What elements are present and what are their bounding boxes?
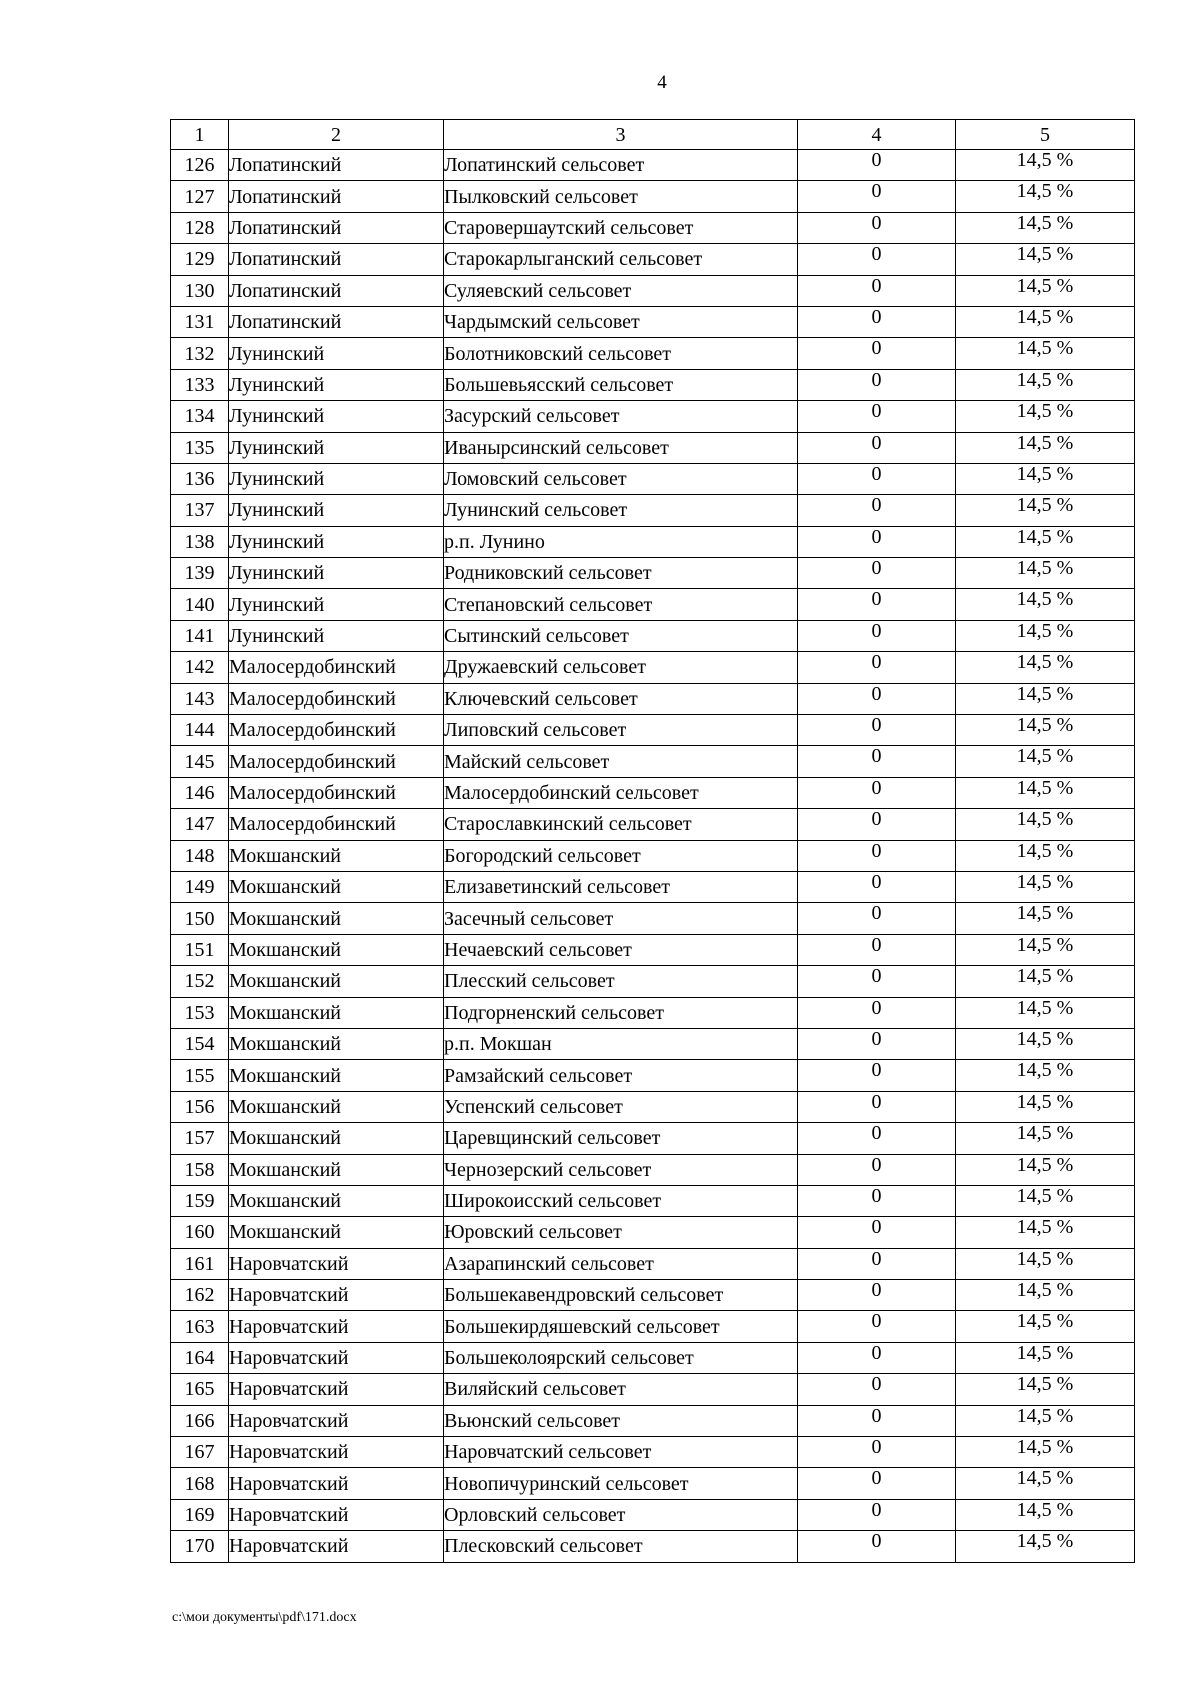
value-cell: 0	[798, 338, 956, 369]
footer-file-path: c:\мои документы\pdf\171.docx	[172, 1610, 357, 1625]
rate-cell: 14,5 %	[956, 903, 1135, 934]
table-row	[171, 1028, 1135, 1059]
value-cell: 0	[798, 652, 956, 683]
settlement-cell: Большекирдяшевский сельсовет	[444, 1311, 798, 1342]
district-cell: Малосердобинский	[229, 777, 444, 808]
settlement-cell: Лопатинский сельсовет	[444, 150, 798, 181]
row-number: 152	[171, 966, 229, 997]
row-number: 134	[171, 401, 229, 432]
settlement-cell: р.п. Мокшан	[444, 1028, 798, 1059]
rate-cell: 14,5 %	[956, 495, 1135, 526]
table-row	[171, 1405, 1135, 1436]
settlement-cell: Большевьясский сельсовет	[444, 369, 798, 400]
value-cell: 0	[798, 1374, 956, 1405]
settlement-cell: Юровский сельсовет	[444, 1217, 798, 1248]
value-cell: 0	[798, 1123, 956, 1154]
table-body	[171, 150, 1135, 1563]
value-cell: 0	[798, 1342, 956, 1373]
value-cell: 0	[798, 1468, 956, 1499]
value-cell: 0	[798, 463, 956, 494]
table-row	[171, 840, 1135, 871]
rate-cell: 14,5 %	[956, 275, 1135, 306]
rate-cell: 14,5 %	[956, 1311, 1135, 1342]
settlement-cell: Засурский сельсовет	[444, 401, 798, 432]
settlement-cell: Старославкинский сельсовет	[444, 809, 798, 840]
table-row	[171, 338, 1135, 369]
settlement-cell: Рамзайский сельсовет	[444, 1060, 798, 1091]
district-cell: Наровчатский	[229, 1499, 444, 1530]
rate-cell: 14,5 %	[956, 1123, 1135, 1154]
table-row	[171, 369, 1135, 400]
district-cell: Лунинский	[229, 369, 444, 400]
value-cell: 0	[798, 997, 956, 1028]
value-cell: 0	[798, 1248, 956, 1279]
rate-cell: 14,5 %	[956, 777, 1135, 808]
settlement-cell: Ключевский сельсовет	[444, 683, 798, 714]
value-cell: 0	[798, 589, 956, 620]
district-cell: Лунинский	[229, 463, 444, 494]
rate-cell: 14,5 %	[956, 1405, 1135, 1436]
settlement-cell: Липовский сельсовет	[444, 715, 798, 746]
rate-cell: 14,5 %	[956, 1248, 1135, 1279]
district-cell: Наровчатский	[229, 1342, 444, 1373]
data-table	[170, 119, 1135, 1563]
row-number: 164	[171, 1342, 229, 1373]
settlement-cell: Чернозерский сельсовет	[444, 1154, 798, 1185]
row-number: 170	[171, 1531, 229, 1562]
value-cell: 0	[798, 809, 956, 840]
row-number: 126	[171, 150, 229, 181]
settlement-cell: Орловский сельсовет	[444, 1499, 798, 1530]
table-row	[171, 746, 1135, 777]
table-row	[171, 1531, 1135, 1562]
rate-cell: 14,5 %	[956, 683, 1135, 714]
row-number: 159	[171, 1185, 229, 1216]
value-cell: 0	[798, 966, 956, 997]
rate-cell: 14,5 %	[956, 1468, 1135, 1499]
settlement-cell: Вьюнский сельсовет	[444, 1405, 798, 1436]
table-row	[171, 809, 1135, 840]
row-number: 156	[171, 1091, 229, 1122]
table-row	[171, 589, 1135, 620]
value-cell: 0	[798, 1405, 956, 1436]
rate-cell: 14,5 %	[956, 1342, 1135, 1373]
district-cell: Лопатинский	[229, 212, 444, 243]
table-row	[171, 966, 1135, 997]
rate-cell: 14,5 %	[956, 244, 1135, 275]
district-cell: Мокшанский	[229, 966, 444, 997]
rate-cell: 14,5 %	[956, 401, 1135, 432]
column-header-2: 2	[229, 120, 444, 150]
row-number: 150	[171, 903, 229, 934]
row-number: 132	[171, 338, 229, 369]
district-cell: Лунинский	[229, 558, 444, 589]
rate-cell: 14,5 %	[956, 526, 1135, 557]
settlement-cell: Дружаевский сельсовет	[444, 652, 798, 683]
district-cell: Лунинский	[229, 495, 444, 526]
rate-cell: 14,5 %	[956, 652, 1135, 683]
table-row	[171, 777, 1135, 808]
column-header-4: 4	[798, 120, 956, 150]
row-number: 131	[171, 306, 229, 337]
row-number: 129	[171, 244, 229, 275]
table-row	[171, 1154, 1135, 1185]
settlement-cell: Большекавендровский сельсовет	[444, 1280, 798, 1311]
value-cell: 0	[798, 1154, 956, 1185]
settlement-cell: Степановский сельсовет	[444, 589, 798, 620]
district-cell: Наровчатский	[229, 1374, 444, 1405]
table-row	[171, 871, 1135, 902]
value-cell: 0	[798, 715, 956, 746]
table-row	[171, 1123, 1135, 1154]
district-cell: Мокшанский	[229, 903, 444, 934]
settlement-cell: Иванырсинский сельсовет	[444, 432, 798, 463]
settlement-cell: Новопичуринский сельсовет	[444, 1468, 798, 1499]
rate-cell: 14,5 %	[956, 934, 1135, 965]
row-number: 142	[171, 652, 229, 683]
rate-cell: 14,5 %	[956, 1499, 1135, 1530]
row-number: 127	[171, 181, 229, 212]
table-row	[171, 244, 1135, 275]
row-number: 146	[171, 777, 229, 808]
value-cell: 0	[798, 840, 956, 871]
settlement-cell: Ломовский сельсовет	[444, 463, 798, 494]
settlement-cell: Успенский сельсовет	[444, 1091, 798, 1122]
value-cell: 0	[798, 181, 956, 212]
row-number: 158	[171, 1154, 229, 1185]
value-cell: 0	[798, 306, 956, 337]
rate-cell: 14,5 %	[956, 620, 1135, 651]
settlement-cell: Засечный сельсовет	[444, 903, 798, 934]
value-cell: 0	[798, 1028, 956, 1059]
rate-cell: 14,5 %	[956, 809, 1135, 840]
settlement-cell: Царевщинский сельсовет	[444, 1123, 798, 1154]
settlement-cell: Плесский сельсовет	[444, 966, 798, 997]
rate-cell: 14,5 %	[956, 369, 1135, 400]
district-cell: Лунинский	[229, 338, 444, 369]
value-cell: 0	[798, 1185, 956, 1216]
settlement-cell: Пылковский сельсовет	[444, 181, 798, 212]
district-cell: Наровчатский	[229, 1311, 444, 1342]
table-row	[171, 1311, 1135, 1342]
district-cell: Мокшанский	[229, 871, 444, 902]
row-number: 161	[171, 1248, 229, 1279]
rate-cell: 14,5 %	[956, 966, 1135, 997]
value-cell: 0	[798, 620, 956, 651]
settlement-cell: Наровчатский сельсовет	[444, 1437, 798, 1468]
rate-cell: 14,5 %	[956, 558, 1135, 589]
table-header-row	[171, 120, 1135, 150]
district-cell: Наровчатский	[229, 1468, 444, 1499]
rate-cell: 14,5 %	[956, 1185, 1135, 1216]
settlement-cell: Нечаевский сельсовет	[444, 934, 798, 965]
row-number: 137	[171, 495, 229, 526]
table-row	[171, 683, 1135, 714]
table-row	[171, 432, 1135, 463]
rate-cell: 14,5 %	[956, 997, 1135, 1028]
table-row	[171, 495, 1135, 526]
table-row	[171, 1468, 1135, 1499]
district-cell: Мокшанский	[229, 997, 444, 1028]
row-number: 138	[171, 526, 229, 557]
district-cell: Наровчатский	[229, 1531, 444, 1562]
table-row	[171, 1248, 1135, 1279]
table-row	[171, 1280, 1135, 1311]
rate-cell: 14,5 %	[956, 1217, 1135, 1248]
table-row	[171, 652, 1135, 683]
column-header-3: 3	[444, 120, 798, 150]
rate-cell: 14,5 %	[956, 338, 1135, 369]
district-cell: Лунинский	[229, 526, 444, 557]
row-number: 135	[171, 432, 229, 463]
district-cell: Мокшанский	[229, 1217, 444, 1248]
district-cell: Мокшанский	[229, 840, 444, 871]
district-cell: Наровчатский	[229, 1248, 444, 1279]
value-cell: 0	[798, 1060, 956, 1091]
value-cell: 0	[798, 1280, 956, 1311]
settlement-cell: Богородский сельсовет	[444, 840, 798, 871]
district-cell: Малосердобинский	[229, 683, 444, 714]
settlement-cell: Плесковский сельсовет	[444, 1531, 798, 1562]
rate-cell: 14,5 %	[956, 432, 1135, 463]
district-cell: Малосердобинский	[229, 715, 444, 746]
row-number: 155	[171, 1060, 229, 1091]
table-row	[171, 401, 1135, 432]
rate-cell: 14,5 %	[956, 840, 1135, 871]
table-row	[171, 1374, 1135, 1405]
row-number: 151	[171, 934, 229, 965]
rate-cell: 14,5 %	[956, 1154, 1135, 1185]
settlement-cell: Старовершаутский сельсовет	[444, 212, 798, 243]
district-cell: Малосердобинский	[229, 746, 444, 777]
settlement-cell: Сытинский сельсовет	[444, 620, 798, 651]
rate-cell: 14,5 %	[956, 212, 1135, 243]
table-row	[171, 150, 1135, 181]
table-row	[171, 903, 1135, 934]
row-number: 165	[171, 1374, 229, 1405]
district-cell: Лунинский	[229, 401, 444, 432]
settlement-cell: Суляевский сельсовет	[444, 275, 798, 306]
value-cell: 0	[798, 558, 956, 589]
rate-cell: 14,5 %	[956, 463, 1135, 494]
row-number: 145	[171, 746, 229, 777]
row-number: 163	[171, 1311, 229, 1342]
table-row	[171, 1060, 1135, 1091]
value-cell: 0	[798, 495, 956, 526]
row-number: 140	[171, 589, 229, 620]
table-row	[171, 934, 1135, 965]
value-cell: 0	[798, 1091, 956, 1122]
row-number: 136	[171, 463, 229, 494]
settlement-cell: Чардымский сельсовет	[444, 306, 798, 337]
district-cell: Мокшанский	[229, 1154, 444, 1185]
district-cell: Наровчатский	[229, 1437, 444, 1468]
row-number: 130	[171, 275, 229, 306]
row-number: 166	[171, 1405, 229, 1436]
settlement-cell: Виляйский сельсовет	[444, 1374, 798, 1405]
table-row	[171, 275, 1135, 306]
district-cell: Наровчатский	[229, 1405, 444, 1436]
value-cell: 0	[798, 401, 956, 432]
settlement-cell: Болотниковский сельсовет	[444, 338, 798, 369]
settlement-cell: Азарапинский сельсовет	[444, 1248, 798, 1279]
value-cell: 0	[798, 1311, 956, 1342]
value-cell: 0	[798, 934, 956, 965]
row-number: 148	[171, 840, 229, 871]
value-cell: 0	[798, 432, 956, 463]
district-cell: Лопатинский	[229, 244, 444, 275]
value-cell: 0	[798, 526, 956, 557]
rate-cell: 14,5 %	[956, 1060, 1135, 1091]
rate-cell: 14,5 %	[956, 306, 1135, 337]
district-cell: Лопатинский	[229, 181, 444, 212]
page-number: 4	[657, 72, 667, 93]
row-number: 168	[171, 1468, 229, 1499]
row-number: 144	[171, 715, 229, 746]
table-row	[171, 997, 1135, 1028]
rate-cell: 14,5 %	[956, 181, 1135, 212]
rate-cell: 14,5 %	[956, 1437, 1135, 1468]
table-row	[171, 1217, 1135, 1248]
table-row	[171, 1499, 1135, 1530]
settlement-cell: Родниковский сельсовет	[444, 558, 798, 589]
row-number: 149	[171, 871, 229, 902]
value-cell: 0	[798, 1499, 956, 1530]
rate-cell: 14,5 %	[956, 715, 1135, 746]
rate-cell: 14,5 %	[956, 150, 1135, 181]
value-cell: 0	[798, 683, 956, 714]
settlement-cell: Большеколоярский сельсовет	[444, 1342, 798, 1373]
rate-cell: 14,5 %	[956, 1280, 1135, 1311]
district-cell: Лунинский	[229, 589, 444, 620]
rate-cell: 14,5 %	[956, 1091, 1135, 1122]
row-number: 143	[171, 683, 229, 714]
district-cell: Мокшанский	[229, 1185, 444, 1216]
value-cell: 0	[798, 903, 956, 934]
value-cell: 0	[798, 150, 956, 181]
value-cell: 0	[798, 746, 956, 777]
value-cell: 0	[798, 1531, 956, 1562]
row-number: 160	[171, 1217, 229, 1248]
value-cell: 0	[798, 871, 956, 902]
district-cell: Лопатинский	[229, 275, 444, 306]
table-row	[171, 181, 1135, 212]
rate-cell: 14,5 %	[956, 871, 1135, 902]
value-cell: 0	[798, 1217, 956, 1248]
table-row	[171, 558, 1135, 589]
table-row	[171, 1342, 1135, 1373]
settlement-cell: р.п. Лунино	[444, 526, 798, 557]
district-cell: Мокшанский	[229, 934, 444, 965]
row-number: 162	[171, 1280, 229, 1311]
row-number: 139	[171, 558, 229, 589]
table-row	[171, 715, 1135, 746]
row-number: 167	[171, 1437, 229, 1468]
table-row	[171, 306, 1135, 337]
district-cell: Лунинский	[229, 620, 444, 651]
settlement-cell: Старокарлыганский сельсовет	[444, 244, 798, 275]
rate-cell: 14,5 %	[956, 589, 1135, 620]
row-number: 169	[171, 1499, 229, 1530]
table-row	[171, 1437, 1135, 1468]
district-cell: Мокшанский	[229, 1091, 444, 1122]
row-number: 133	[171, 369, 229, 400]
value-cell: 0	[798, 212, 956, 243]
row-number: 147	[171, 809, 229, 840]
table-row	[171, 212, 1135, 243]
district-cell: Лопатинский	[229, 150, 444, 181]
district-cell: Мокшанский	[229, 1123, 444, 1154]
row-number: 157	[171, 1123, 229, 1154]
value-cell: 0	[798, 1437, 956, 1468]
row-number: 128	[171, 212, 229, 243]
table-row	[171, 1185, 1135, 1216]
table-row	[171, 463, 1135, 494]
district-cell: Малосердобинский	[229, 809, 444, 840]
district-cell: Лопатинский	[229, 306, 444, 337]
value-cell: 0	[798, 275, 956, 306]
table-row	[171, 1091, 1135, 1122]
column-header-1: 1	[171, 120, 229, 150]
settlement-cell: Малосердобинский сельсовет	[444, 777, 798, 808]
settlement-cell: Елизаветинский сельсовет	[444, 871, 798, 902]
rate-cell: 14,5 %	[956, 1531, 1135, 1562]
district-cell: Малосердобинский	[229, 652, 444, 683]
district-cell: Мокшанский	[229, 1060, 444, 1091]
row-number: 154	[171, 1028, 229, 1059]
settlement-cell: Широкоисский сельсовет	[444, 1185, 798, 1216]
column-header-5: 5	[956, 120, 1135, 150]
value-cell: 0	[798, 369, 956, 400]
rate-cell: 14,5 %	[956, 1028, 1135, 1059]
district-cell: Наровчатский	[229, 1280, 444, 1311]
row-number: 153	[171, 997, 229, 1028]
value-cell: 0	[798, 777, 956, 808]
value-cell: 0	[798, 244, 956, 275]
settlement-cell: Подгорненский сельсовет	[444, 997, 798, 1028]
table-row	[171, 526, 1135, 557]
settlement-cell: Лунинский сельсовет	[444, 495, 798, 526]
row-number: 141	[171, 620, 229, 651]
district-cell: Мокшанский	[229, 1028, 444, 1059]
rate-cell: 14,5 %	[956, 1374, 1135, 1405]
rate-cell: 14,5 %	[956, 746, 1135, 777]
table-row	[171, 620, 1135, 651]
settlement-cell: Майский сельсовет	[444, 746, 798, 777]
district-cell: Лунинский	[229, 432, 444, 463]
